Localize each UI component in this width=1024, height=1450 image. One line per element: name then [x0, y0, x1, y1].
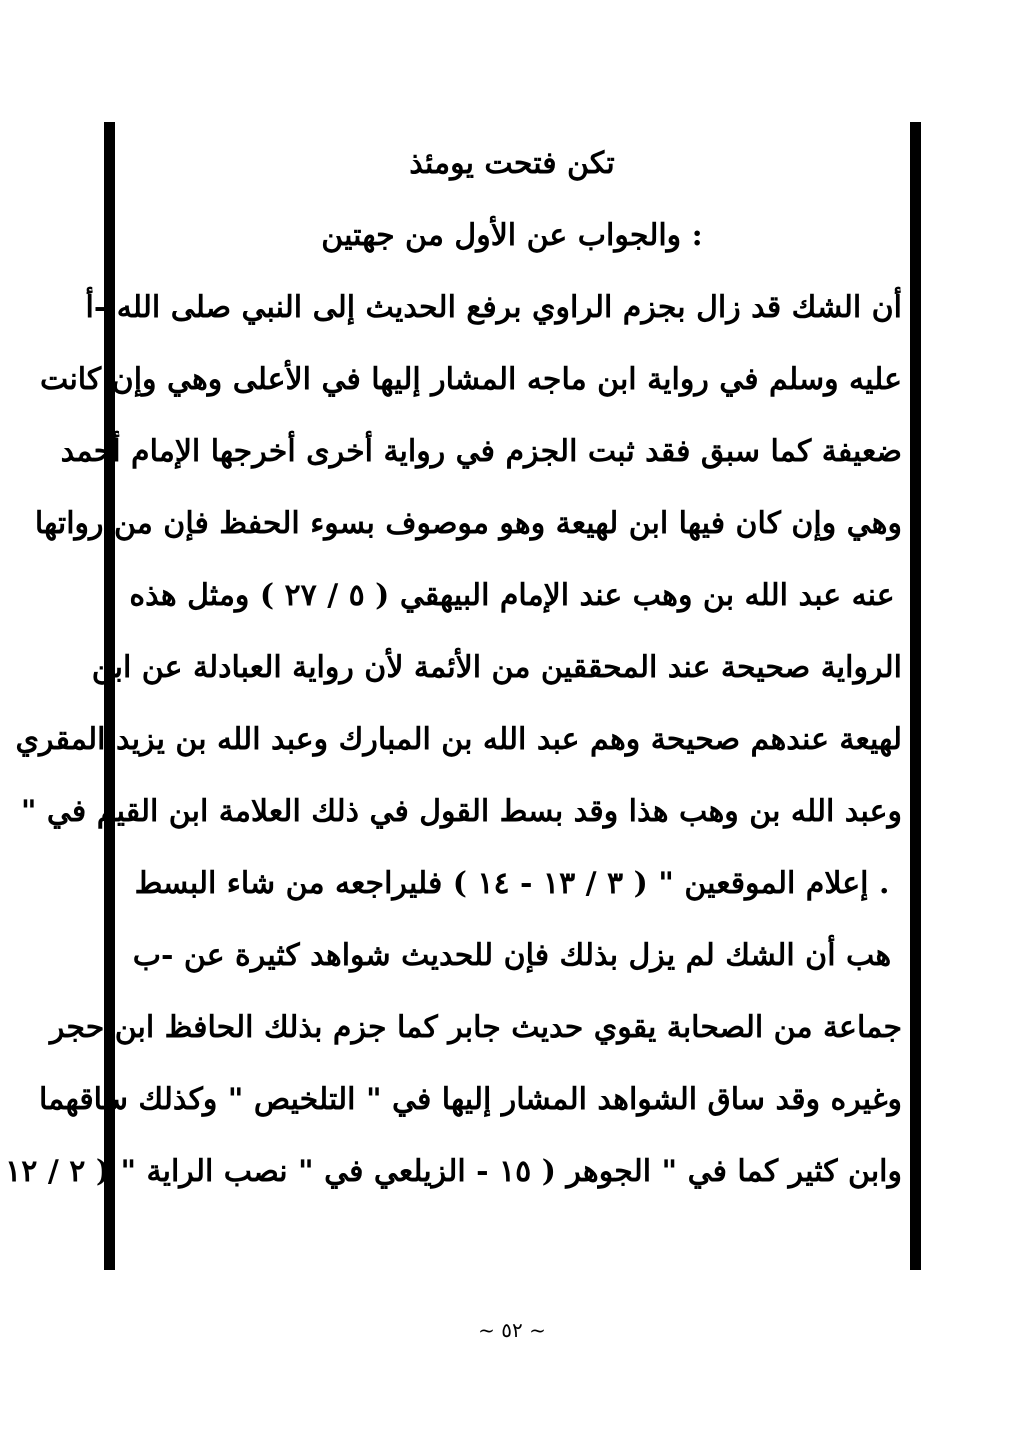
body-text	[5, 128, 902, 1208]
text-line: لهيعة عندهم صحيحة وهم عبد الله بن المبارك وعبد الله بن يزيد المقري	[15, 722, 902, 757]
text-line: هب أن الشك لم يزل بذلك فإن للحديث شواهد كثيرة عن -ب	[132, 938, 892, 973]
text-line: ضعيفة كما سبق فقد ثبت الجزم في رواية أخرى أخرجها الإمام أحمد	[60, 434, 902, 469]
text-line-heading-2: : والجواب عن الأول من جهتين	[321, 218, 703, 253]
text-line: وهي وإن كان فيها ابن لهيعة وهو موصوف بسوء الحفظ فإن من رواتها	[34, 506, 902, 541]
text-line: وغيره وقد ساق الشواهد المشار إليها في " التلخيص " وكذلك ساقهما	[39, 1082, 902, 1117]
text-line-heading-1: تكن فتحت يومئذ	[409, 146, 615, 181]
text-line: عنه عبد الله بن وهب عند الإمام البيهقي ( ٥ / ٢٧ ) ومثل هذه	[129, 578, 895, 613]
text-line: وابن كثير كما في " الجوهر ( ١٥ - الزيلعي في " نصب الراية " ( ٢ / ١٢	[5, 1154, 902, 1189]
text-line: جماعة من الصحابة يقوي حديث جابر كما جزم بذلك الحافظ ابن حجر	[49, 1010, 902, 1045]
text-line: . إعلام الموقعين " ( ٣ / ١٣ - ١٤ ) فليراجعه من شاء البسط	[134, 866, 890, 901]
page-number: ~ ٥٢ ~	[478, 1318, 546, 1342]
text-line: الرواية صحيحة عند المحققين من الأئمة لأن رواية العبادلة عن ابن	[91, 650, 902, 685]
text-line: عليه وسلم في رواية ابن ماجه المشار إليها في الأعلى وهي وإن كانت	[39, 362, 902, 397]
text-line: وعبد الله بن وهب هذا وقد بسط القول في ذلك العلامة ابن القيم في "	[20, 794, 902, 829]
right-border-rule	[910, 122, 921, 1270]
text-line: أن الشك قد زال بجزم الراوي برفع الحديث إلى النبي صلى الله -أ	[85, 290, 902, 325]
